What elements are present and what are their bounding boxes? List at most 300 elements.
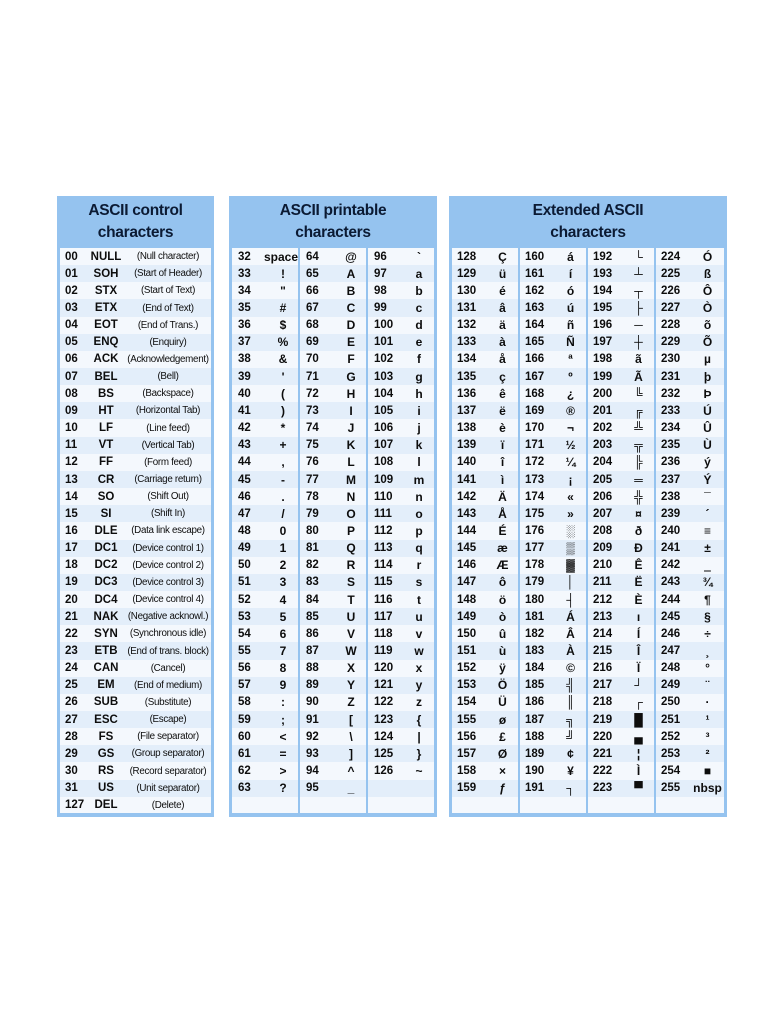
code-character: ÿ [499,661,506,676]
code-character: ð [634,523,643,538]
code-character: 5 [279,609,287,624]
code-number: 141 [457,473,477,486]
code-number: 97 [374,267,387,280]
code-number: 166 [525,353,545,366]
code-character: ¾ [702,575,713,590]
extended-row [588,557,654,574]
code-number: 20 [65,593,78,606]
code-number: 81 [306,542,319,555]
code-character: Ï [636,661,641,676]
code-number: 11 [65,439,78,452]
printable-row [232,368,298,385]
control-row [60,265,211,282]
code-number: 254 [661,765,681,778]
code-number: 101 [374,336,394,349]
printable-row [300,780,366,797]
extended-row [656,728,724,745]
extended-row [452,591,518,608]
code-number: 41 [238,404,251,417]
code-character: - [281,472,285,487]
code-character: ┴ [634,266,643,281]
printable-row [300,711,366,728]
code-character: ª [568,352,573,367]
extended-row [452,763,518,780]
code-abbreviation: DC1 [94,542,118,555]
code-description: (Data link escape) [131,525,205,537]
code-number: 67 [306,302,319,314]
control-row [60,420,211,437]
code-character: Ü [498,695,507,710]
code-character: a [415,266,423,281]
code-number: 76 [306,456,319,469]
code-number: 111 [374,507,392,520]
extended-row [520,711,586,728]
printable-characters-panel [229,196,437,817]
code-number: 226 [661,284,681,297]
printable-row [300,437,366,454]
code-number: 08 [65,387,78,400]
code-character: ¬ [566,421,574,436]
extended-row [452,248,518,265]
code-character: V [346,626,355,641]
code-character: U [346,609,356,624]
extended-row [656,522,724,539]
code-number: 167 [525,370,545,383]
code-character: À [566,644,575,658]
code-character: p [415,523,423,538]
code-number: 21 [65,610,78,623]
code-character: m [413,472,425,487]
code-character: │ [566,575,575,590]
code-character: ô [498,575,507,590]
printable-row [368,351,434,368]
printable-row [300,540,366,557]
code-character: < [279,729,287,744]
code-character: K [346,438,356,453]
code-character: w [414,644,424,658]
code-character: 0 [279,523,287,538]
code-character: ═ [634,472,643,487]
code-number: 120 [374,662,394,675]
code-number: 187 [525,713,545,726]
code-abbreviation: NULL [90,250,122,263]
code-character: Û [703,421,712,436]
code-character: ó [566,283,575,298]
extended-row [588,385,654,402]
control-row [60,660,211,677]
printable-row [368,780,434,797]
code-number: 184 [525,662,545,675]
printable-row [300,745,366,762]
code-abbreviation: SYN [94,627,118,640]
code-number: 149 [457,610,477,623]
printable-row [368,282,434,299]
code-character: C [346,301,356,315]
code-number: 92 [306,730,319,743]
extended-row [452,351,518,368]
code-character: z [416,695,422,710]
control-row [60,591,211,608]
code-number: 128 [457,250,477,263]
code-character: 3 [279,575,287,590]
code-number: 57 [238,679,251,692]
code-number: 221 [593,747,613,760]
code-number: 144 [457,524,477,537]
code-number: 208 [593,524,613,537]
code-number: 36 [238,319,251,332]
code-character: Ä [498,489,507,504]
extended-row [656,763,724,780]
code-number: 235 [661,439,681,452]
extended-row [588,282,654,299]
extended-row [520,642,586,659]
printable-row [232,763,298,780]
code-number: 234 [661,422,681,435]
control-row [60,385,211,402]
code-number: 09 [65,404,78,417]
code-description: (Bell) [157,371,179,383]
extended-row [452,282,518,299]
extended-row [588,694,654,711]
extended-row [656,694,724,711]
code-character: µ [704,352,711,367]
code-character: ─ [634,318,643,333]
code-number: 220 [593,730,613,743]
code-number: 106 [374,422,394,435]
code-number: 183 [525,645,545,657]
code-abbreviation: HT [98,404,114,417]
extended-row [588,368,654,385]
code-character: ▄ [634,729,643,744]
extended-row [588,488,654,505]
printable-row [368,591,434,608]
code-character: [ [349,712,353,727]
code-number: 210 [593,559,613,572]
extended-row [520,454,586,471]
code-description: (Record separator) [129,765,207,777]
control-row [60,522,211,539]
code-number: 195 [593,302,613,314]
code-description: (Device control 2) [132,559,204,571]
code-character: Ê [634,558,643,573]
printable-row [232,660,298,677]
code-number: 237 [661,473,681,486]
code-number: 63 [238,782,251,795]
extended-row [520,317,586,334]
code-number: 04 [65,319,78,332]
code-number: 40 [238,387,251,400]
extended-row [520,540,586,557]
code-number: 107 [374,439,394,452]
printable-characters-title: ASCII printable characters [279,202,387,241]
code-character: 4 [279,592,287,607]
printable-row [232,677,298,694]
code-number: 62 [238,765,251,778]
code-number: 211 [593,576,612,589]
code-character: W [345,644,357,658]
extended-row [520,265,586,282]
code-character: Æ [496,558,509,573]
code-number: 136 [457,387,477,400]
printable-row [368,299,434,316]
code-number: 243 [661,576,681,589]
code-character: ' [281,369,285,384]
extended-row [656,248,724,265]
extended-row [656,488,724,505]
code-character: ┌ [634,695,643,710]
code-character: T [347,592,355,607]
code-character: Ø [497,746,508,761]
printable-row [300,334,366,351]
control-row [60,780,211,797]
code-number: 205 [593,473,613,486]
code-number: 43 [238,439,251,452]
code-number: 250 [661,696,681,709]
code-number: 37 [238,336,251,349]
printable-row [232,265,298,282]
code-abbreviation: ESC [94,713,118,726]
code-number: 82 [306,559,319,572]
code-character: û [498,626,507,641]
code-number: 238 [661,490,681,503]
code-description: (Device control 3) [132,576,204,588]
code-number: 07 [65,370,78,383]
printable-row [368,522,434,539]
code-character: Ò [702,301,713,315]
code-abbreviation: RS [98,765,114,778]
code-character: space [263,249,298,264]
extended-row [452,557,518,574]
code-character: ê [499,386,506,401]
code-number: 200 [593,387,613,400]
code-character: | [417,729,421,744]
code-character: õ [703,318,712,333]
printable-row [232,522,298,539]
code-description: (Line feed) [146,422,190,434]
code-abbreviation: SI [100,507,112,520]
code-character: t [417,592,421,607]
code-character: í [568,266,573,281]
code-number: 66 [306,284,319,297]
code-character: ã [635,352,642,367]
code-number: 135 [457,370,477,383]
printable-row [368,334,434,351]
code-number: 119 [374,645,393,657]
control-row [60,505,211,522]
code-number: 98 [374,284,387,297]
code-character: ý [704,455,711,470]
code-character: þ [703,369,712,384]
printable-row [368,728,434,745]
code-character: ; [281,712,285,727]
printable-row [368,625,434,642]
control-row [60,437,211,454]
extended-row [656,591,724,608]
code-number: 160 [525,250,545,263]
code-character: Ì [636,764,641,779]
code-character: â [499,301,506,315]
extended-row [656,265,724,282]
code-character: N [346,489,356,504]
code-character: « [567,489,574,504]
code-number: 27 [65,713,78,726]
printable-row [300,420,366,437]
extended-row [588,454,654,471]
code-abbreviation: EOT [94,319,118,332]
code-number: 162 [525,284,545,297]
code-number: 13 [65,473,78,486]
code-number: 188 [525,730,545,743]
control-row [60,402,211,419]
extended-row [656,780,724,797]
extended-row [452,540,518,557]
code-character: { [416,712,422,727]
printable-row [300,694,366,711]
printable-row [300,677,366,694]
code-character: ¼ [565,455,576,470]
code-number: 163 [525,302,545,314]
code-character: > [279,764,287,779]
code-character: l [417,455,421,470]
control-row [60,488,211,505]
code-character: É [498,523,507,538]
code-character: æ [497,541,508,556]
code-character: 7 [279,644,287,658]
printable-row [232,351,298,368]
control-row [60,317,211,334]
code-character: = [279,746,287,761]
printable-row [368,540,434,557]
code-number: 137 [457,404,477,417]
code-number: 19 [65,576,78,589]
code-character: ± [704,541,711,556]
code-number: 161 [525,267,545,280]
code-description: (Null character) [136,251,200,263]
code-number: 249 [661,679,681,692]
code-number: 02 [65,284,78,297]
code-character: d [415,318,423,333]
code-character: ` [417,249,421,264]
code-number: 125 [374,747,394,760]
printable-row [300,368,366,385]
code-character: ▀ [634,781,643,796]
code-character: S [346,575,355,590]
control-row [60,625,211,642]
code-number: 31 [65,782,78,795]
extended-row [452,677,518,694]
code-number: 100 [374,319,394,332]
extended-row [452,437,518,454]
printable-row [368,608,434,625]
extended-row [656,471,724,488]
printable-row [300,385,366,402]
printable-row [368,317,434,334]
code-abbreviation: GS [97,747,115,760]
code-number: 196 [593,319,613,332]
code-abbreviation: ETB [94,645,118,657]
printable-row [232,282,298,299]
extended-row [656,574,724,591]
code-character: Á [566,609,575,624]
extended-row [520,402,586,419]
code-number: 00 [65,250,78,263]
extended-row [520,557,586,574]
code-character: ¢ [567,746,574,761]
printable-row [300,351,366,368]
control-characters-list [60,248,211,813]
extended-row [452,402,518,419]
code-character: ¿ [566,386,575,401]
code-number: 173 [525,473,545,486]
code-number: 175 [525,507,545,520]
code-number: 225 [661,267,681,280]
code-number: 33 [238,267,251,280]
code-character: è [499,421,506,436]
printable-row [232,540,298,557]
printable-row [368,402,434,419]
code-character: ¯ [704,489,711,504]
extended-row [588,763,654,780]
code-number: 199 [593,370,613,383]
code-number: 150 [457,627,477,640]
code-character: D [346,318,356,333]
code-number: 12 [65,456,78,469]
code-number: 155 [457,713,477,726]
code-number: 91 [306,713,319,726]
extended-row [452,505,518,522]
code-character: ï [500,438,505,453]
code-number: 153 [457,679,477,692]
printable-row [232,488,298,505]
extended-row [656,282,724,299]
code-number: 46 [238,490,251,503]
code-description: (Start of Header) [134,268,202,280]
code-number: 148 [457,593,477,606]
extended-row [452,471,518,488]
code-character: ^ [347,764,355,779]
extended-row [452,299,518,316]
code-number: 73 [306,404,319,417]
code-number: 113 [374,542,393,555]
printable-row [232,642,298,659]
code-character: I [349,403,353,418]
code-number: 189 [525,747,545,760]
printable-column-3 [368,248,434,813]
code-character: ¦ [636,746,641,761]
code-description: (Vertical Tab) [141,439,195,451]
printable-row [300,505,366,522]
code-number: 45 [238,473,251,486]
control-row [60,471,211,488]
control-row [60,728,211,745]
printable-row [300,265,366,282]
code-character: g [415,369,423,384]
extended-row [520,574,586,591]
code-character: ╝ [566,729,575,744]
printable-row [368,488,434,505]
code-character: " [280,283,286,298]
printable-row [232,574,298,591]
code-number: 52 [238,593,251,606]
printable-column-2 [300,248,366,813]
code-number: 115 [374,576,393,589]
code-character: ç [499,369,506,384]
printable-row [368,660,434,677]
code-character: § [704,609,711,624]
code-number: 228 [661,319,681,332]
control-row [60,694,211,711]
code-number: 79 [306,507,319,520]
